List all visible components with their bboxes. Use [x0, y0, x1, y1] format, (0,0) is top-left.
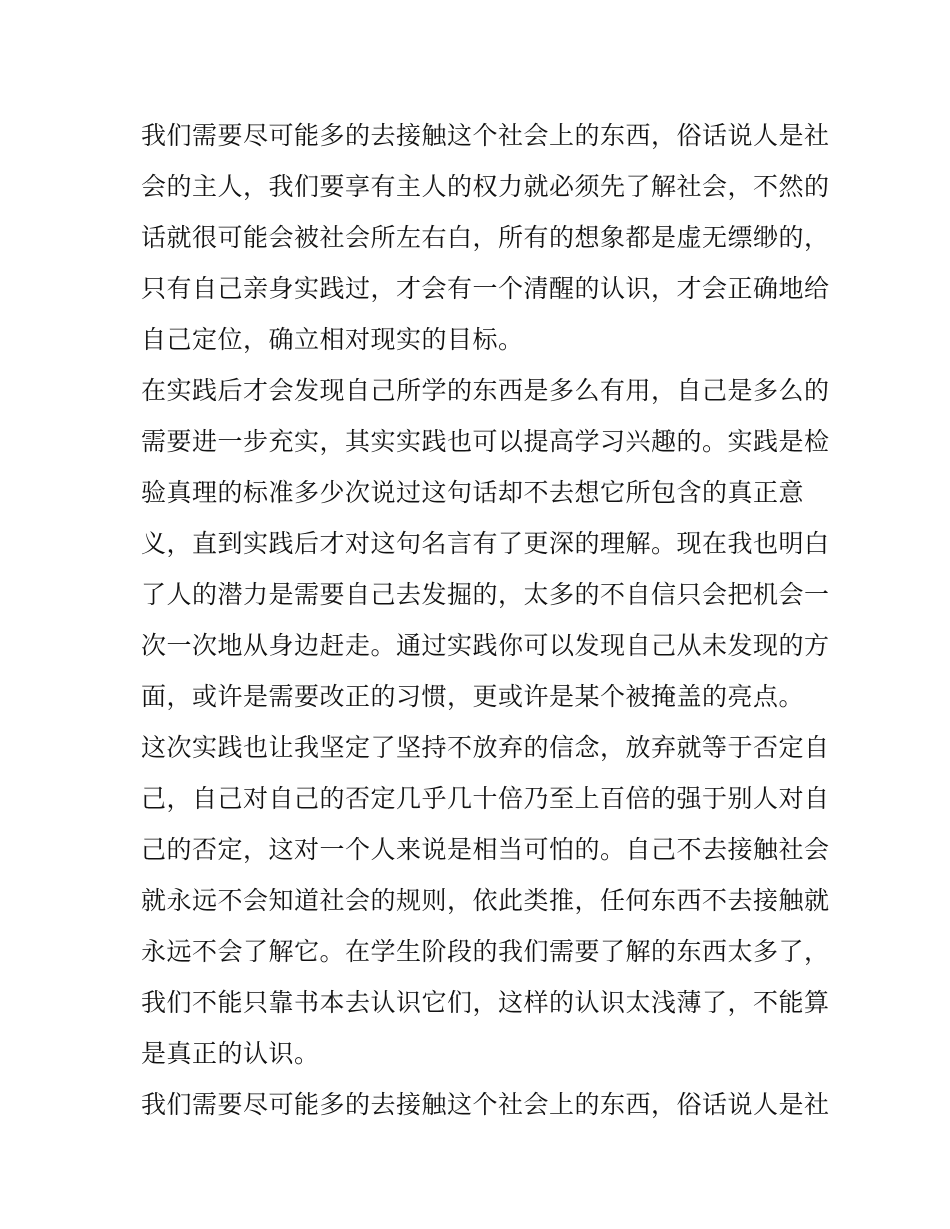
text-line: 己，自己对自己的否定几乎几十倍乃至上百倍的强于别人对自 [141, 784, 830, 813]
text-line: 了人的潜力是需要自己去发掘的，太多的不自信只会把机会一 [141, 580, 830, 609]
text-line: 义，直到实践后才对这句名言有了更深的理解。现在我也明白 [141, 529, 830, 558]
body-text [141, 110, 830, 1130]
text-line: 需要进一步充实，其实实践也可以提高学习兴趣的。实践是检 [141, 427, 830, 456]
text-line: 会的主人，我们要享有主人的权力就必须先了解社会，不然的 [141, 172, 830, 201]
text-line: 我们不能只靠书本去认识它们，这样的认识太浅薄了，不能算 [141, 988, 830, 1017]
text-line: 就永远不会知道社会的规则，依此类推，任何东西不去接触就 [141, 886, 830, 915]
text-line: 面，或许是需要改正的习惯，更或许是某个被掩盖的亮点。 [141, 682, 805, 711]
text-line: 永远不会了解它。在学生阶段的我们需要了解的东西太多了， [141, 937, 830, 966]
text-line: 只有自己亲身实践过，才会有一个清醒的认识，才会正确地给 [141, 274, 830, 303]
text-line: 次一次地从身边赶走。通过实践你可以发现自己从未发现的方 [141, 631, 830, 660]
text-line: 我们需要尽可能多的去接触这个社会上的东西，俗话说人是社 [141, 1090, 830, 1119]
text-line: 话就很可能会被社会所左右白，所有的想象都是虚无缥缈的， [141, 223, 830, 252]
text-line: 己的否定，这对一个人来说是相当可怕的。自己不去接触社会 [141, 835, 830, 864]
text-line: 验真理的标准多少次说过这句话却不去想它所包含的真正意 [141, 478, 805, 507]
text-line: 自己定位，确立相对现实的目标。 [141, 325, 524, 354]
text-line: 在实践后才会发现自己所学的东西是多么有用，自己是多么的 [141, 376, 830, 405]
text-line: 这次实践也让我坚定了坚持不放弃的信念，放弃就等于否定自 [141, 733, 830, 762]
text-line: 我们需要尽可能多的去接触这个社会上的东西，俗话说人是社 [141, 121, 830, 150]
text-line: 是真正的认识。 [141, 1039, 320, 1068]
